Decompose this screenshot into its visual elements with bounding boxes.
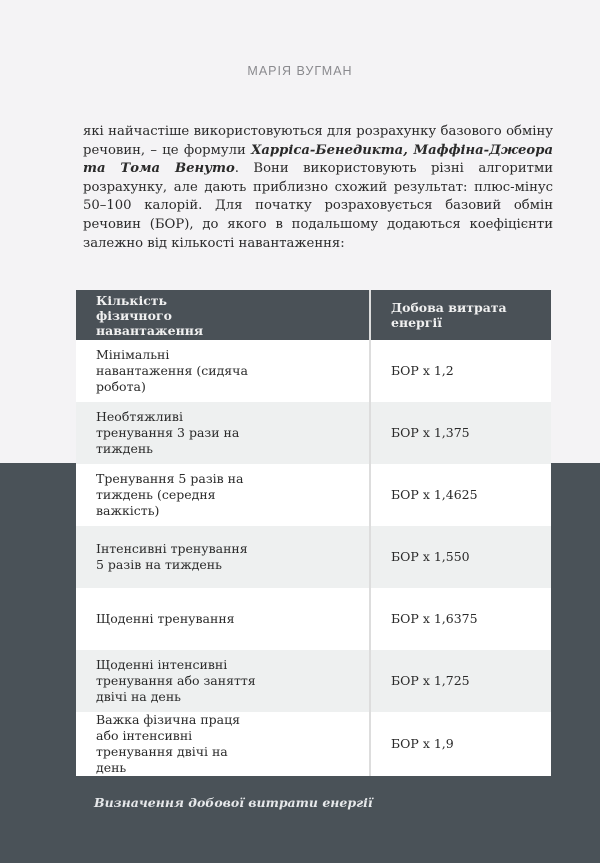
- column-header: Кількість фізичного навантаження: [76, 290, 370, 340]
- energy-value-cell: БОР x 1,725: [370, 650, 551, 712]
- body-paragraph: [83, 123, 553, 253]
- activity-cell: Щоденні інтенсивні тренування або заняття двічі на день: [76, 650, 370, 712]
- formula-names: Харріса-Бенедикта, Маффіна-Джеора та Тома Венуто: [83, 142, 553, 177]
- energy-value-cell: БОР x 1,6375: [370, 588, 551, 650]
- activity-cell: Тренування 5 разів на тиждень (середня важкість): [76, 464, 370, 526]
- table-header-row: [76, 290, 551, 340]
- table-row: [76, 526, 551, 588]
- energy-value-cell: БОР x 1,550: [370, 526, 551, 588]
- table-row: [76, 588, 551, 650]
- table-row: [76, 402, 551, 464]
- text-part: . Вони використовують різні алгоритми розрахунку, але дають приблизно схожий результат: плюс-мінус 50–100 калорій. Для початку розраховується базовий обмін речовин (БОР), до якого в подальшому додаються коефіцієнти залежно від кількості навантаження:: [83, 161, 553, 251]
- energy-value-cell: БОР x 1,375: [370, 402, 551, 464]
- table-row: [76, 712, 551, 776]
- column-header: Добова витрата енергії: [370, 290, 551, 340]
- table-row: [76, 464, 551, 526]
- energy-value-cell: БОР x 1,2: [370, 340, 551, 402]
- text-part: які найчастіше використовуються для розрахунку базового обміну речовин, – це формули: [83, 124, 553, 158]
- energy-table: [76, 290, 551, 776]
- energy-value-cell: БОР x 1,4625: [370, 464, 551, 526]
- activity-cell: Щоденні тренування: [76, 588, 370, 650]
- energy-value-cell: БОР x 1,9: [370, 712, 551, 776]
- activity-cell: Інтенсивні тренування 5 разів на тиждень: [76, 526, 370, 588]
- table-caption: Визначення добової витрати енергії: [94, 795, 373, 810]
- table-row: [76, 650, 551, 712]
- activity-cell: Необтяжливі тренування 3 рази на тиждень: [76, 402, 370, 464]
- table-row: [76, 340, 551, 402]
- running-header-author: МАРІЯ ВУГМАН: [247, 64, 353, 78]
- activity-cell: Мінімальні навантаження (сидяча робота): [76, 340, 370, 402]
- activity-cell: Важка фізична праця або інтенсивні тренування двічі на день: [76, 712, 370, 776]
